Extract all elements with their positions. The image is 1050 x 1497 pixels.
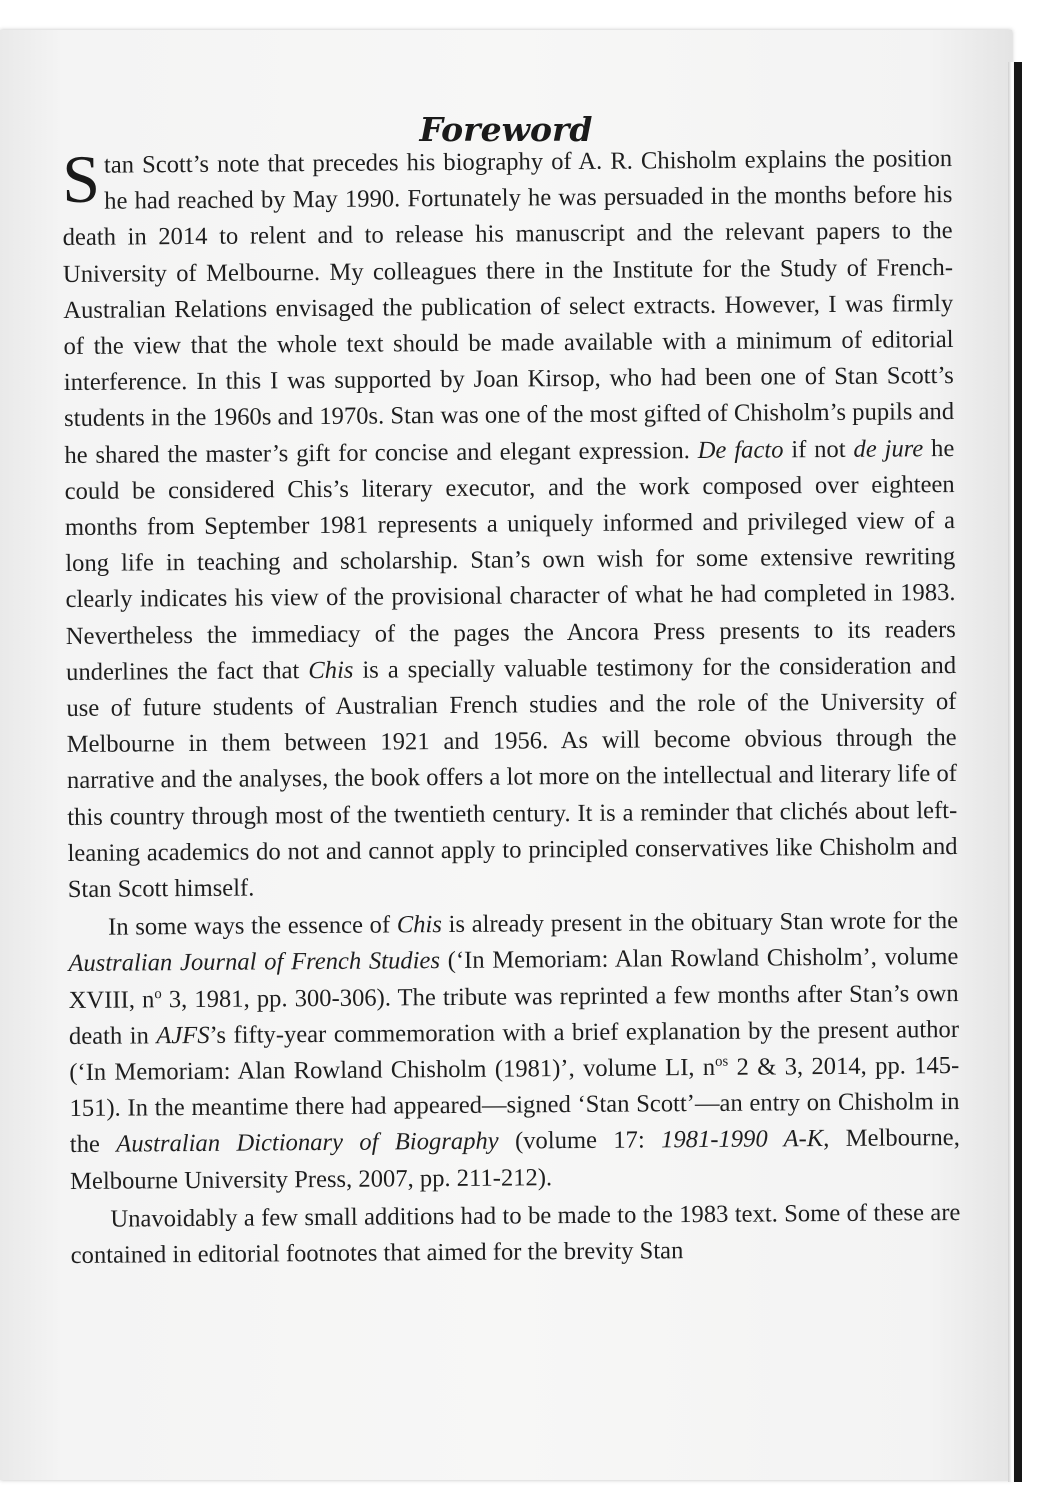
book-cover-edge xyxy=(1014,62,1022,1482)
body-text xyxy=(62,141,961,1274)
paragraph-1: Stan Scott’s note that precedes his biography of A. R. Chisholm explains the position he had reached by May 1990. Fortunately he was persuaded in the months before his death in 2014 to relent and to release his manuscript and the relevant papers to the University of Melbourne. My colleagues there in the Institute for the Study of French-Australian Relations envisaged the publication of select extracts. However, I was firmly of the view that the whole text should be made available with a minimum of editorial interference. In this I was supported by Joan Kirsop, who had been one of Stan Scott’s students in the 1960s and 1970s. Stan was one of the most gifted of Chisholm’s pupils and he shared the master’s gift for concise and elegant expression. De facto if not de jure he could be considered Chis’s literary executor, and the work composed over eighteen months from September 1981 represents a uniquely informed and privileged view of a long life in teaching and scholarship. Stan’s own wish for some extensive rewriting clearly indicates his view of the provisional character of what he had completed in 1983. Nevertheless the immediacy of the pages the Ancora Press presents to its readers underlines the fact that Chis is a specially valuable testimony for the consideration and use of future students of Australian French studies and the role of the University of Melbourne in them between 1921 and 1956. As will become obvious through the narrative and the analyses, the book offers a lot more on the intellectual and literary life of this country through most of the twentieth century. It is a reminder that clichés about left-leaning academics do not and cannot apply to principled conservatives like Chisholm and Stan Scott himself. xyxy=(61,140,958,904)
page-title: Foreword xyxy=(419,110,593,149)
drop-cap: S xyxy=(61,140,101,217)
paragraph-3: Unavoidably a few small additions had to be made to the 1983 text. Some of these are contained in editorial footnotes that aimed for the brevity Stan xyxy=(70,1198,961,1270)
paragraph-2: In some ways the essence of Chis is already present in the obituary Stan wrote for the Australian Journal of French Studies (‘In Memoriam: Alan Rowland Chisholm’, volume XVIII, $n^o$ 3, 1981, pp. 300-306). The tribute was reprinted a few months after Stan’s own death in AJFS’s fifty-year commemoration with a brief explanation by the present author (‘In Memoriam: Alan Rowland Chisholm (1981)’, volume LI, $n^{os}$ 2 & 3, 2014, pp. 145-151). In the meantime there had appeared—signed ‘Stan Scott’—an entry on Chisholm in the Australian Dictionary of Biography (volume 17: 1981-1990 A-K, Melbourne, Melbourne University Press, 2007, pp. 211-212). xyxy=(68,907,960,1195)
